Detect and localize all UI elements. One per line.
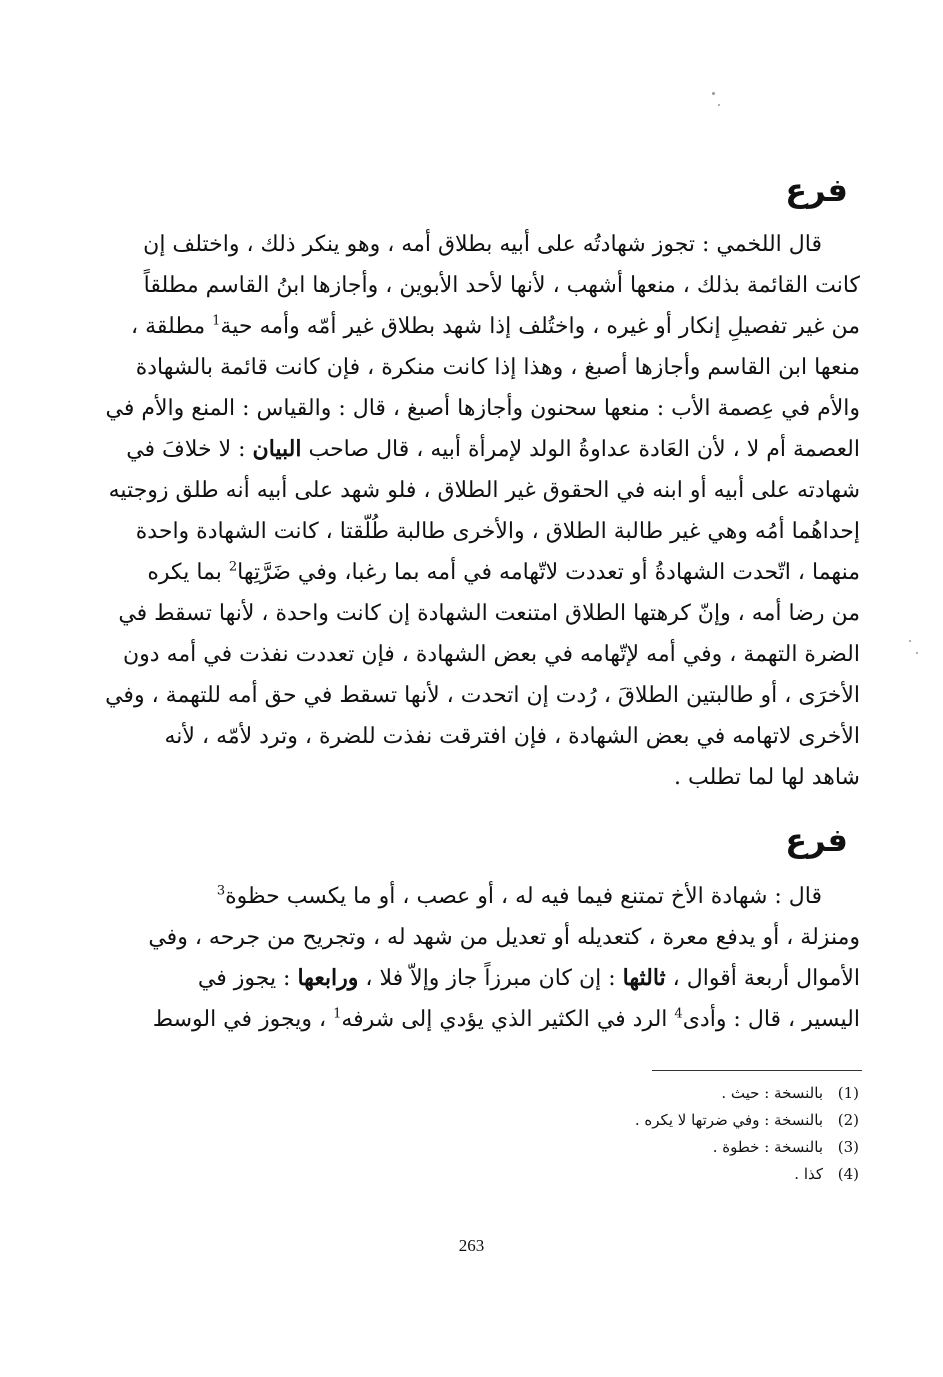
text-line: العصمة أم لا ، لأن العَادة عداوةُ الولد لإمرأة أبيه ، قال صاحب البيان : لا خلافَ في xyxy=(126,436,860,462)
section-heading-1: فرع xyxy=(785,171,848,209)
footnotes xyxy=(359,1080,859,1188)
footnote-item: (2)بالنسخة : وفي ضرتها لا يكره . xyxy=(634,1111,859,1129)
text-line: الأموال أربعة أقوال ، ثالثها : إن كان مبرزاً جاز وإلاّ فلا ، ورابعها : يجوز في xyxy=(197,965,860,991)
text-line: الأخرى لاتهامه في بعض الشهادة ، فإن افترقت نفذت للضرة ، وترد لأمّه ، لأنه xyxy=(164,724,860,749)
text-line: كانت القائمة بذلك ، منعها أشهب ، لأنها لأحد الأبوين ، وأجازها ابنُ القاسم مطلقاً xyxy=(143,273,860,298)
text-line: شهادته على أبيه أو ابنه في الحقوق غير الطلاق ، فلو شهد على أبيه أنه طلق زوجتيه xyxy=(108,478,860,503)
text-line: قال : شهادة الأخ تمتنع فيما فيه له ، أو عصب ، أو ما يكسب حظوة$^3$ xyxy=(216,883,822,909)
text-line: منعها ابن القاسم وأجازها أصبغ ، وهذا إذا كانت منكرة ، فإن كانت قائمة بالشهادة xyxy=(135,355,860,380)
scan-speck xyxy=(916,652,918,654)
section-heading-2: فرع xyxy=(785,821,848,859)
text-line: من رضا أمه ، وإنّ كرهتها الطلاق امتنعت الشهادة إن كانت واحدة ، لأنها تسقط في xyxy=(118,601,860,626)
footnote-divider xyxy=(652,1070,862,1071)
footnote-marker: 1 xyxy=(333,1006,342,1022)
paragraph-1 xyxy=(105,224,860,798)
text-line: منهما ، اتّحدت الشهادةُ أو تعددت لاتّهامه في أمه بما رغبا، وفي ضَرَّتِها$^2$ بما يكره xyxy=(147,559,860,585)
text-line: ومنزلة ، أو يدفع معرة ، كتعديله أو تعديل من شهد له ، وتجريح من جرحه ، وفي xyxy=(148,925,860,950)
paragraph-2 xyxy=(148,876,860,1040)
bold-term: البيان xyxy=(252,436,302,462)
footnote-marker: 1 xyxy=(212,313,221,329)
scan-speck xyxy=(909,640,911,642)
footnote-item: (4)كذا . xyxy=(794,1165,859,1183)
footnote-item: (1)بالنسخة : حيث . xyxy=(721,1084,859,1102)
text-line: والأم في عِصمة الأب : منعها سحنون وأجازها أصبغ ، قال : والقياس : المنع والأم في xyxy=(105,396,860,421)
footnote-marker: 4 xyxy=(674,1006,683,1022)
footnote-marker: 2 xyxy=(228,559,238,575)
text-line: إحداهُما أمُه وهي غير طالبة الطلاق ، والأخرى طالبة طُلّقتا ، كانت الشهادة واحدة xyxy=(135,519,860,544)
scan-speck xyxy=(718,104,720,106)
page-number: 263 xyxy=(458,1236,485,1255)
bold-term: ثالثها xyxy=(622,965,666,991)
scan-speck xyxy=(712,92,715,95)
text-line: الضرة التهمة ، وفي أمه لإتّهامه في بعض الشهادة ، فإن تعددت نفذت في أمه دون xyxy=(123,642,860,667)
footnote-marker: 3 xyxy=(216,883,226,899)
bold-term: ورابعها xyxy=(297,965,359,991)
text-line: شاهد لها لما تطلب . xyxy=(674,765,860,790)
text-line: اليسير ، قال : وأدى$^4$ الرد في الكثير الذي يؤدي إلى شرفه$^1$ ، ويجوز في الوسط xyxy=(152,1006,860,1032)
text-line: من غير تفصيلِ إنكار أو غيره ، واختُلف إذا شهد بطلاق غير أمّه وأمه حية$^1$ مطلقة ، xyxy=(131,313,860,339)
text-line: الأخرَى ، أو طالبتين الطلاقَ ، رُدت إن اتحدت ، لأنها تسقط في حق أمه للتهمة ، وفي xyxy=(105,683,860,708)
text-line: قال اللخمي : تجوز شهادتُه على أبيه بطلاق أمه ، وهو ينكر ذلك ، واختلف إن xyxy=(143,232,822,257)
footnote-item: (3)بالنسخة : خطوة . xyxy=(712,1138,859,1156)
